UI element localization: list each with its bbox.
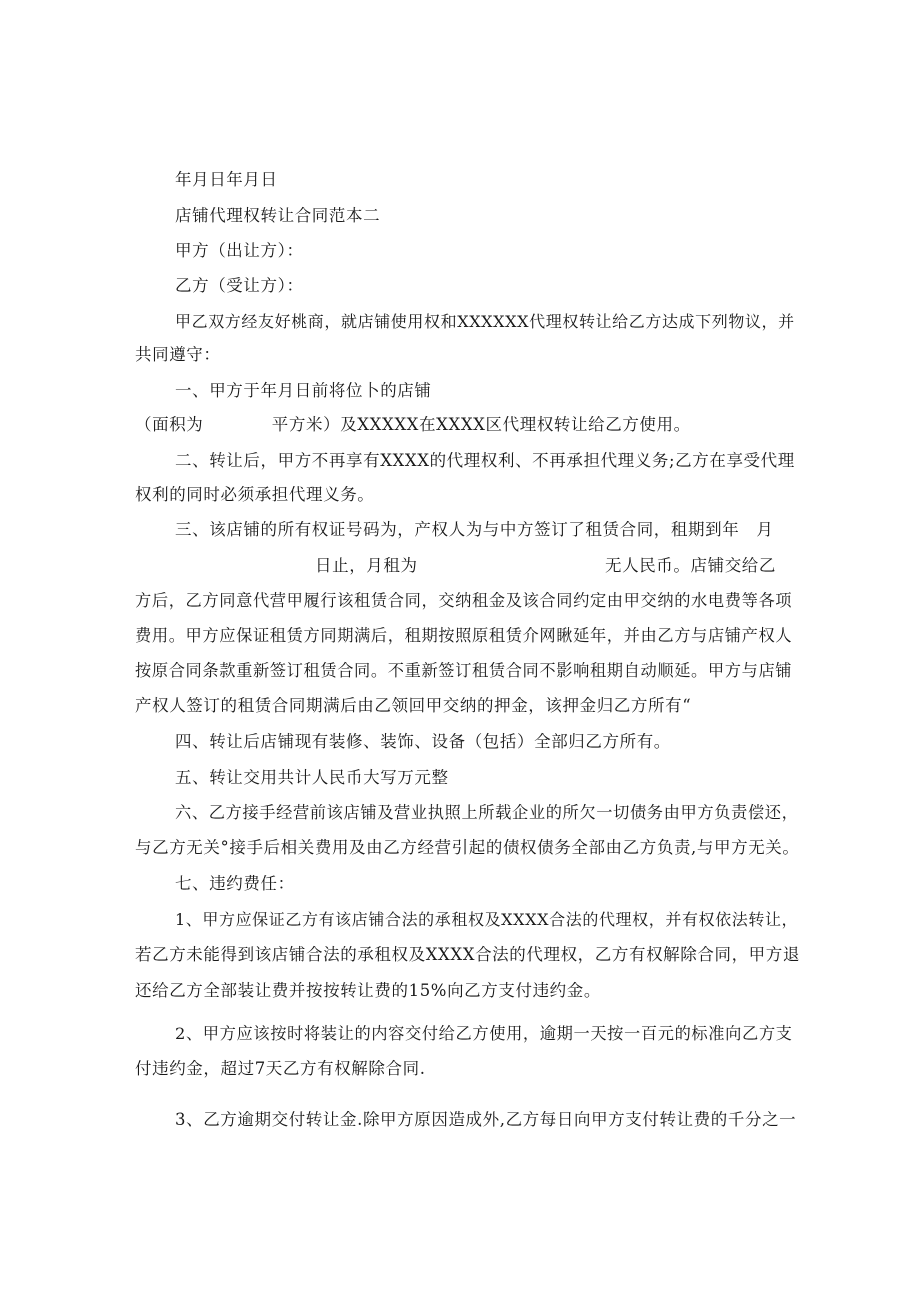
clause-3-line-2b: 无人民币。店铺交给乙 <box>605 556 776 575</box>
clause-3-line-4: 费用。甲方应保证租赁方同期满后，租期按照原租赁介网瞅延年，并由乙方与店铺产权人 <box>135 626 793 645</box>
clause-7-1-line-3: 还给乙方全部装让费并按按转让费的15%向乙方支付违约金。 <box>135 981 601 1000</box>
clause-3-line-1: 三、该店铺的所有权证号码为，产权人为与中方签订了租赁合同，租期到年 月 <box>175 520 774 539</box>
clause-3-line-6: 产权人签订的租赁合同期满后由乙领回甲交纳的押金，该押金归乙方所有“ <box>135 696 692 715</box>
clause-6-line-1: 六、乙方接手经营前该店铺及营业执照上所载企业的所欠一切债务由甲方负责偿还， <box>175 803 799 822</box>
party-b-line: 乙方（受让方）： <box>175 276 304 295</box>
clause-5-line: 五、转让交用共计人民币大写万元整 <box>175 768 449 787</box>
clause-3-line-2a: 日止，月租为 <box>315 556 418 575</box>
clause-7-1-line-2: 若乙方未能得到该店铺合法的承租权及XXXX合法的代理权，乙方有权解除合同，甲方退 <box>135 945 800 964</box>
clause-7-heading: 七、违约费任： <box>175 874 295 893</box>
party-a-line: 甲方（出让方）： <box>175 241 304 260</box>
clause-3-line-3: 方后，乙方同意代营甲履行该租赁合同，交纳租金及该合同约定由甲交纳的水电费等各项 <box>135 591 793 610</box>
clause-3-line-5: 按原合同条款重新签订租赁合同。不重新签订租赁合同不影响租期自动顺延。甲方与店铺 <box>135 661 793 680</box>
clause-2-line-1: 二、转让后，甲方不再享有XXXX的代理权利、不再承担代理义务;乙方在享受代理 <box>175 451 795 470</box>
clause-1-line-2: （面积为 平方米）及XXXXX在XXXX区代理权转让给乙方使用。 <box>135 415 691 434</box>
clause-7-3-line-1: 3、乙方逾期交付转让金.除甲方原因造成外,乙方每日向甲方支付转让费的千分之一 <box>175 1110 797 1129</box>
preamble-line-1: 甲乙双方经友好桃商，就店铺使用权和XXXXXX代理权转让给乙方达成下列物议，并 <box>175 312 795 331</box>
clause-7-2-line-1: 2、甲方应该按时将装让的内容交付给乙方使用，逾期一天按一百元的标准向乙方支 <box>175 1024 793 1043</box>
preamble-line-2: 共同遵守： <box>135 345 221 364</box>
clause-4-line: 四、转让后店铺现有装修、装饰、设备（包括）全部归乙方所有。 <box>175 732 671 751</box>
clause-1-line-1: 一、甲方于年月日前将位卜的店铺 <box>175 381 432 400</box>
clause-2-line-2: 权利的同时必须承担代理义务。 <box>135 485 375 504</box>
clause-7-2-line-2: 付违约金，超过7天乙方有权解除合同. <box>135 1059 426 1078</box>
date-line: 年月日年月日 <box>175 170 278 189</box>
clause-6-line-2: 与乙方无关°接手后相关费用及由乙方经营引起的债权债务全部由乙方负责,与甲方无关。 <box>135 838 800 857</box>
contract-title: 店铺代理权转让合同范本二 <box>175 206 381 225</box>
clause-7-1-line-1: 1、甲方应保证乙方有该店铺合法的承租权及XXXX合法的代理权，并有权依法转让， <box>175 910 799 929</box>
